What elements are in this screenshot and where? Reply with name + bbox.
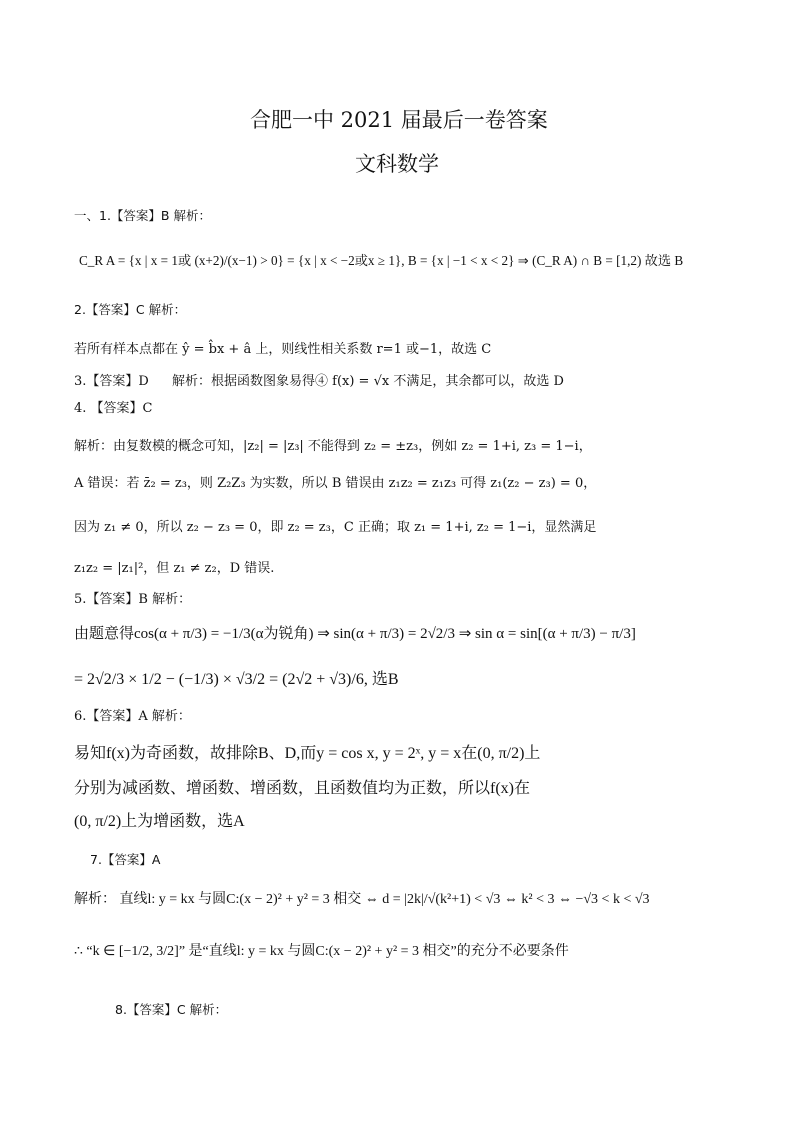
q8-heading: 8.【答案】C 解析：	[115, 1002, 228, 1017]
q4-line-2: A 错误：若 z̄₂ = z₃，则 Z₂Z₃ 为实数，所以 B 错误由 z₁z₂ = z₁z₃ 可得 z₁(z₂ − z₃) = 0，	[74, 476, 597, 491]
q7-line-2: ∴ “k ∈ [−1/2, 3/2]” 是“直线l: y = kx 与圆C:(x − 2)² + y² = 3 相交”的充分不必要条件	[74, 944, 569, 959]
q2-heading: 2.【答案】C 解析：	[74, 302, 187, 317]
q1-heading: 一、1.【答案】B 解析：	[74, 208, 211, 223]
page-subtitle: 文科数学	[355, 152, 439, 176]
q3-solution: 解析：根据函数图象易得④ f(x) = √x 不满足，其余都可以，故选 D	[172, 374, 564, 389]
q1-solution: C_R A = {x | x = 1或 (x+2)/(x−1) > 0} = {x | x < −2或x ≥ 1}, B = {x | −1 < x < 2} ⇒ (C_R A) ∩ B = [1,2) 故选 B	[79, 253, 684, 268]
q6-heading: 6.【答案】A 解析：	[74, 709, 191, 724]
q4-line-1: 解析：由复数模的概念可知，|z₂| = |z₃| 不能得到 z₂ = ±z₃，例如 z₂ = 1+i, z₃ = 1−i，	[74, 439, 592, 454]
q4-heading: 4. 【答案】C	[74, 401, 153, 416]
q5-heading: 5.【答案】B 解析：	[74, 592, 192, 607]
q3-heading: 3.【答案】D	[74, 374, 149, 389]
page-title: 合肥一中 2021 届最后一卷答案	[250, 108, 548, 132]
q5-line-2: = 2√2/3 × 1/2 − (−1/3) × √3/2 = (2√2 + √3)/6, 选B	[74, 671, 399, 688]
q4-line-4: z₁z₂ = |z₁|²，但 z₁ ≠ z₂，D 错误.	[74, 561, 275, 576]
q6-line-3: (0, π/2)上为增函数，选A	[74, 813, 245, 830]
q2-solution: 若所有样本点都在 ŷ = b̂x + â 上，则线性相关系数 r=1 或−1，故选 C	[74, 342, 492, 357]
q6-line-2: 分别为减函数、增函数、增函数，且函数值均为正数，所以f(x)在	[74, 780, 530, 797]
q6-line-1: 易知f(x)为奇函数，故排除B、D,而y = cos x, y = 2ˣ, y = x在(0, π/2)上	[74, 745, 541, 762]
q7-line-1: 解析： 直线l: y = kx 与圆C:(x − 2)² + y² = 3 相交 ⇔ d = |2k|/√(k²+1) < √3 ⇔ k² < 3 ⇔ −√3 < k < √3	[74, 892, 650, 907]
q5-line-1: 由题意得cos(α + π/3) = −1/3(α为锐角) ⇒ sin(α + π/3) = 2√2/3 ⇒ sin α = sin[(α + π/3) − π/3]	[74, 626, 636, 642]
q4-line-3: 因为 z₁ ≠ 0，所以 z₂ − z₃ = 0，即 z₂ = z₃，C 正确；取 z₁ = 1+i, z₂ = 1−i，显然满足	[74, 520, 597, 535]
q7-heading: 7.【答案】A	[90, 852, 161, 867]
